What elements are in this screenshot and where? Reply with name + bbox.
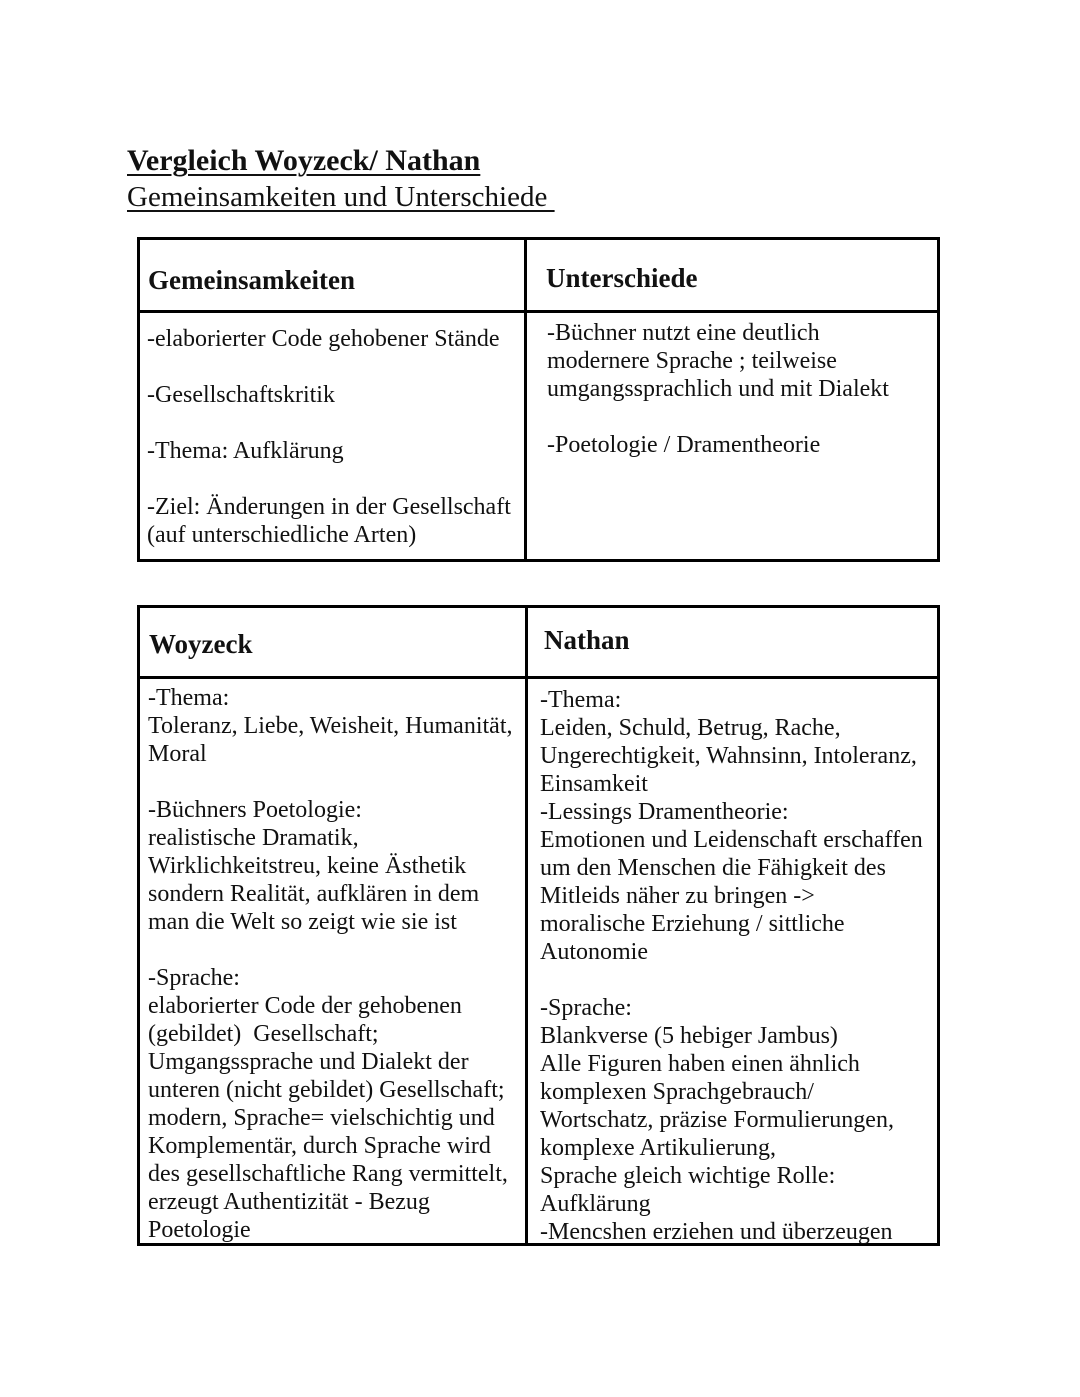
similarities-column	[147, 325, 511, 549]
table-header-divider	[140, 310, 937, 313]
document-subtitle: Gemeinsamkeiten und Unterschiede	[127, 181, 555, 213]
comparison-table-woyzeck-nathan	[137, 605, 940, 1246]
list-item: -Poetologie / Dramentheorie	[547, 432, 821, 458]
comparison-table-similarities-differences	[137, 237, 940, 562]
header-woyzeck: Woyzeck	[149, 629, 253, 659]
table-column-divider	[525, 608, 528, 1243]
table-header-divider	[140, 676, 937, 679]
table-column-divider	[524, 240, 527, 559]
list-item: -Thema: Leiden, Schuld, Betrug, Rache, Ungerechtigkeit, Wahnsinn, Intoleranz, Einsamkeit -Lessings Dramentheorie: Emotionen und Leidenschaft erschaffen um den Menschen die Fähigkeit des Mitleids näher zu bringen -> moralische Erziehung / sittliche Autonomie	[540, 687, 923, 965]
list-item: -Ziel: Änderungen in der Gesellschaft (auf unterschiedliche Arten)	[147, 494, 511, 548]
list-item: -Gesellschaftskritik	[147, 382, 335, 408]
list-item: -Büchner nutzt eine deutlich modernere Sprache ; teilweise umgangssprachlich und mit Dialekt	[547, 320, 889, 402]
list-item: -Thema: Toleranz, Liebe, Weisheit, Humanität, Moral	[148, 685, 513, 767]
list-item: -Sprache: Blankverse (5 hebiger Jambus) Alle Figuren haben einen ähnlich komplexen Sprachgebrauch/ Wortschatz, präzise Formulierungen, komplexe Artikulierung, Sprache gleich wichtige Rolle: Aufklärung -Mencshen erziehen und überzeugen	[540, 995, 894, 1245]
header-gemeinsamkeiten: Gemeinsamkeiten	[148, 265, 355, 295]
list-item: -Thema: Aufklärung	[147, 438, 344, 464]
woyzeck-column	[148, 684, 513, 1244]
nathan-column	[540, 686, 923, 1246]
differences-column	[547, 319, 889, 459]
list-item: -Büchners Poetologie: realistische Dramatik, Wirklichkeitstreu, keine Ästhetik sondern Realität, aufklären in dem man die Welt so zeigt wie sie ist	[148, 797, 480, 935]
header-nathan: Nathan	[544, 625, 630, 655]
document-title: Vergleich Woyzeck/ Nathan	[127, 144, 481, 177]
list-item: -Sprache: elaborierter Code der gehobenen (gebildet) Gesellschaft; Umgangssprache und Dialekt der unteren (nicht gebildet) Gesellschaft; modern, Sprache= vielschichtig und Komplementär, durch Sprache wird des gesellschaftliche Rang vermittelt, erzeugt Authentizität - Bezug Poetologie	[148, 965, 508, 1243]
list-item: -elaborierter Code gehobener Stände	[147, 326, 500, 352]
header-unterschiede: Unterschiede	[546, 263, 698, 293]
